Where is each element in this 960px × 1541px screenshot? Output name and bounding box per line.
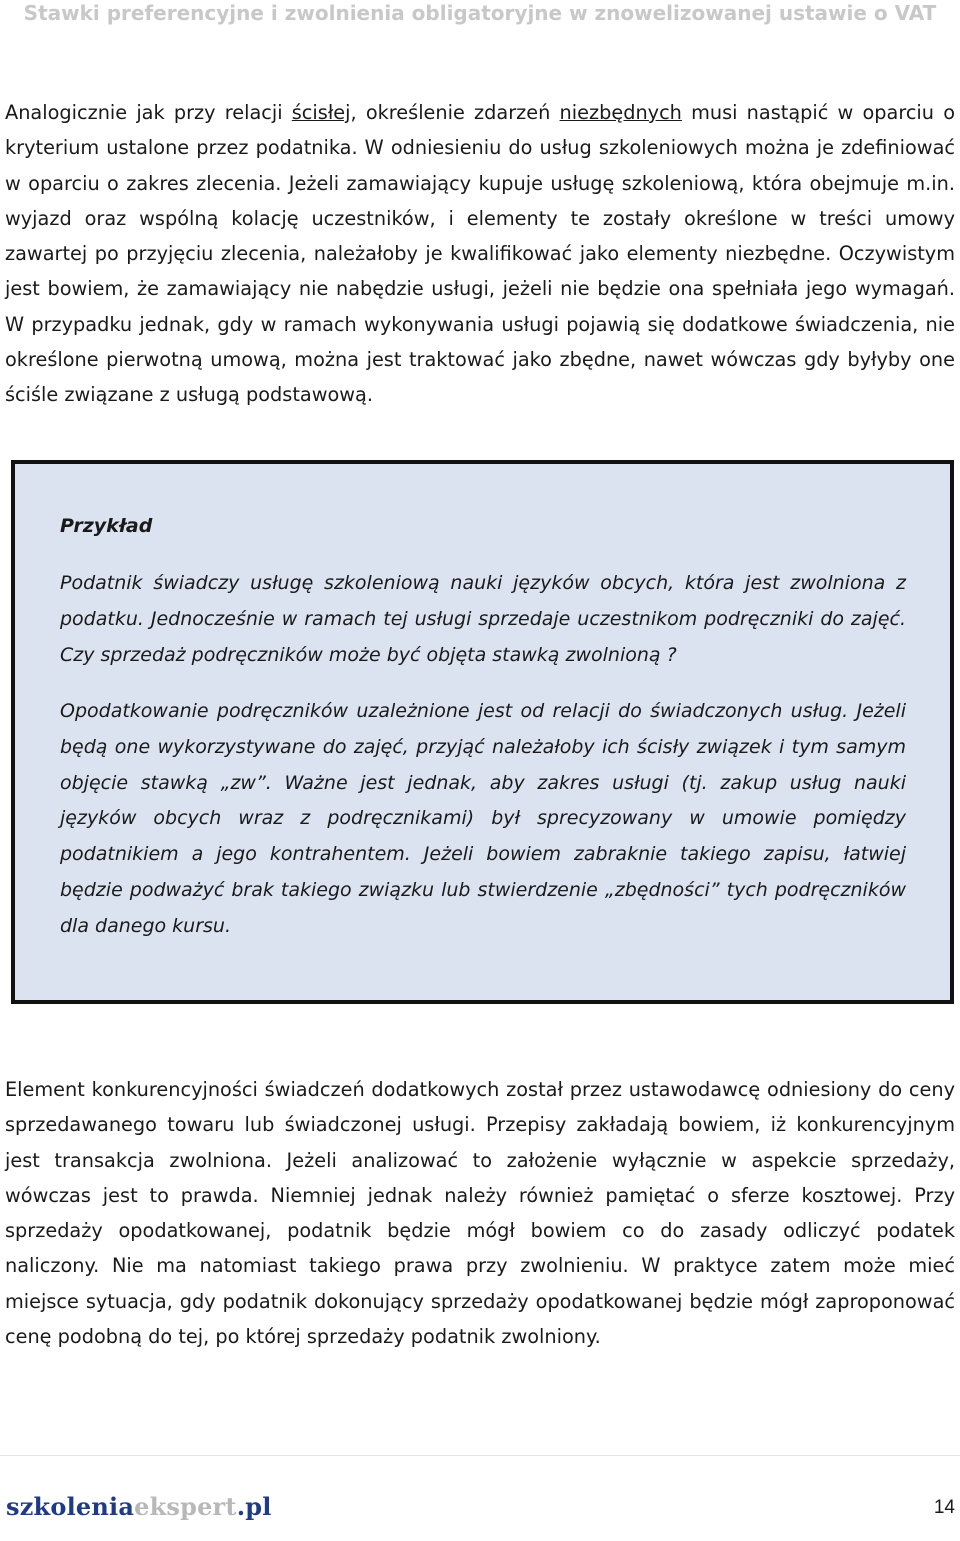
example-question: Podatnik świadczy usługę szkoleniową nauki języków obcych, która jest zwolniona z podatku. Jednocześnie w ramach tej usługi sprzedaje uczestnikom podręczniki do zajęć. Czy sprzedaż podręczników może być objęta stawką zwolnioną ? [60,572,906,666]
example-title: Przykład [60,515,153,537]
page-number: 14 [933,1497,955,1518]
paragraph-text: wyjazd oraz wspólną kolację uczestników, i elementy te zostały określone w treści umowy zawartej po przyjęciu zlecenia, należałoby je kwalifikować jako elementy niezbędne. [5,206,955,266]
underlined-term-strict: ścisłej [291,101,351,124]
logo-part-domain: .pl [236,1492,272,1521]
underlined-term-necessary: niezbędnych [559,101,682,124]
szkoleniaekspert-logo[interactable] [6,1492,272,1521]
paragraph-text: musi nastąpić w oparciu o kryterium ustalone przez podatnika. W odniesieniu do usług szkoleniowych można je zdefiniować w oparciu o zakres zlecenia. Jeżeli zamawiający kupuje usługę szkoleniową, która obejmuje m.in. [5,101,955,195]
paragraph-competitiveness: Element konkurencyjności świadczeń dodatkowych został przez ustawodawcę odniesiony do ceny sprzedawanego towaru lub świadczonej usługi. Przepisy zakładają bowiem, iż konkurencyjnym jest transakcja zwolniona. Jeżeli analizować to założenie wyłącznie w aspekcie sprzedaży, wówczas jest to prawda. Niemniej jednak należy również pamiętać o sferze kosztowej. Przy sprzedaży opodatkowanej, podatnik będzie mógł bowiem co do zasady odliczyć podatek naliczony. Nie ma natomiast takiego prawa przy zwolnieniu. W praktyce zatem może mieć miejsce sytuacja, gdy podatnik dokonujący sprzedaży opodatkowanej będzie mógł zaproponować cenę podobną do tej, po której sprzedaży podatnik zwolniony. [5,1078,955,1349]
paragraph-text: , określenie zdarzeń [350,101,560,124]
running-header: Stawki preferencyjne i zwolnienia obligatoryjne w znowelizowanej ustawie o VAT [23,1,937,25]
footer-divider [0,1455,960,1456]
paragraph-text: Analogicznie jak przy relacji [5,101,292,124]
paragraph-relation-necessary [5,95,955,413]
logo-part-szkolenia: szkolenia [6,1492,135,1521]
example-box [11,460,954,1004]
example-answer: Opodatkowanie podręczników uzależnione jest od relacji do świadczonych usług. Jeżeli będą one wykorzystywane do zajęć, przyjąć należałoby ich ścisły związek i tym samym objęcie stawką „zw”. Ważne jest jednak, aby zakres usługi (tj. zakup usług nauki języków obcych wraz z podręcznikami) był sprecyzowany w umowie pomiędzy podatnikiem a jego kontrahentem. Jeżeli bowiem zabraknie takiego zapisu, łatwiej będzie podważyć brak takiego związku lub stwierdzenie „zbędności” tych podręczników dla danego kursu. [60,700,906,937]
logo-part-ekspert: ekspert [134,1492,237,1521]
paragraph-text: Oczywistym jest bowiem, że zamawiający nie nabędzie usługi, jeżeli nie będzie ona spełniała jego wymagań. W przypadku jednak, gdy w ramach wykonywania usługi pojawią się dodatkowe świadczenia, nie określone pierwotną umową, można jest traktować jako zbędne, nawet wówczas gdy byłyby one ściśle związane z usługą podstawową. [5,242,955,407]
